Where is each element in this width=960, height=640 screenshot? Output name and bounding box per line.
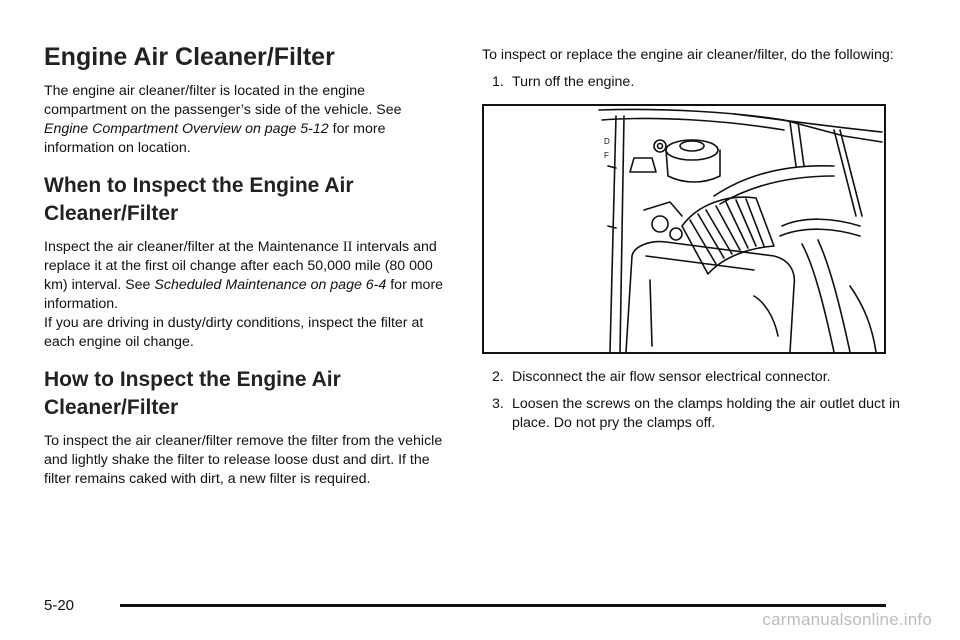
maintenance-symbol: II [342,239,353,255]
how-to-inspect-heading: How to Inspect the Engine Air Cleaner/Filter [44,368,341,419]
engine-compartment-drawing [484,106,884,352]
step-2-text: Disconnect the air flow sensor electrical connector. [512,369,831,385]
page-number: 5-20 [44,597,75,614]
svg-text:F: F [604,151,609,160]
intro-text-1: The engine air cleaner/filter is located in the engine compartment on the passenger’s side of the vehicle. See [44,83,402,118]
right-column [482,46,902,433]
svg-text:D: D [604,137,610,146]
when-text-1: Inspect the air cleaner/filter at the Maintenance [44,239,343,255]
when-text-3: for more information. [44,277,444,312]
step-3 [482,395,902,433]
when-to-inspect-heading: When to Inspect the Engine Air Cleaner/Filter [44,174,354,225]
engine-compartment-reference: Engine Compartment Overview on page 5-12 [44,121,329,137]
footer-rule [120,604,886,607]
when-text-2: intervals and replace it at the first oil change after each 50,000 mile (80 000 km) interval. See [44,239,437,293]
left-column [44,42,444,489]
step-1-number: 1. [492,74,504,90]
procedure-intro: To inspect or replace the engine air cleaner/filter, do the following: [482,47,894,63]
dusty-conditions-paragraph: If you are driving in dusty/dirty conditions, inspect the filter at each engine oil change. [44,315,424,350]
scheduled-maintenance-reference: Scheduled Maintenance on page 6-4 [154,277,387,293]
step-3-number: 3. [492,396,504,412]
step-2-number: 2. [492,369,504,385]
watermark: carmanualsonline.info [762,610,932,629]
how-to-inspect-paragraph: To inspect the air cleaner/filter remove the filter from the vehicle and lightly shake the filter to release loose dust and dirt. If the filter remains caked with dirt, a new filter is required. [44,433,443,487]
when-to-inspect-paragraph [44,238,444,314]
step-1-text: Turn off the engine. [512,74,635,90]
step-3-text: Loosen the screws on the clamps holding the air outlet duct in place. Do not pry the clamps off. [512,396,901,431]
page-title: Engine Air Cleaner/Filter [44,43,335,71]
step-2 [482,368,902,387]
step-1 [482,73,902,92]
intro-text-2: for more information on location. [44,121,386,156]
intro-paragraph [44,82,444,158]
engine-air-cleaner-illustration [482,104,886,354]
